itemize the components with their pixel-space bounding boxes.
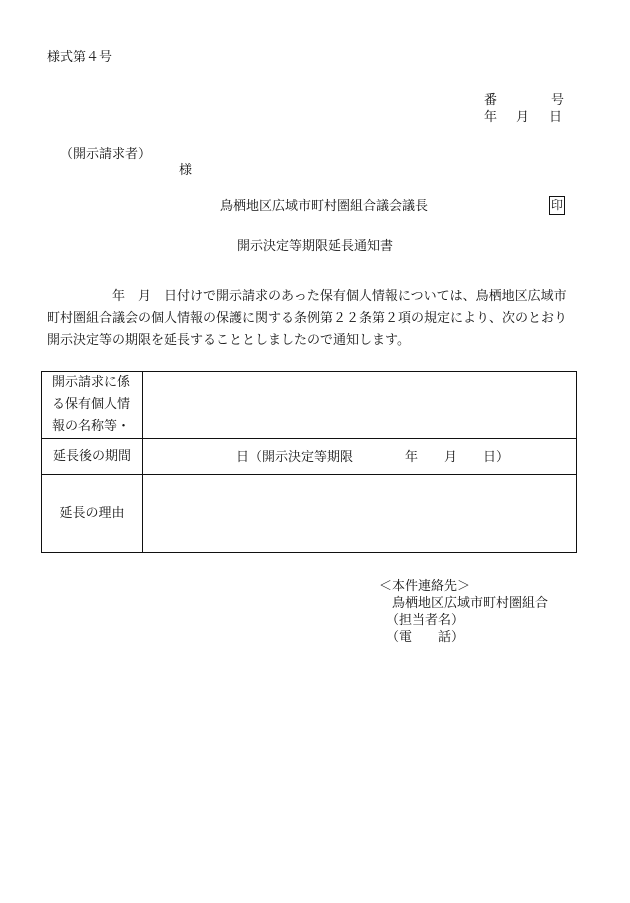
table-row [42,372,577,439]
seal-box: 印 [549,196,565,215]
extended-period-text: 日（開示決定等期限 年 月 日） [236,450,510,465]
body-paragraph [47,286,579,352]
requester-label: （開示請求者） [60,147,152,162]
document-number-prefix: 番 [484,93,498,108]
extended-period-value [143,439,577,475]
body-line-2: 町村圏組合議会の個人情報の保護に関する条例第２２条第２項の規定により、次のとおり [47,311,568,326]
document-title: 開示決定等期限延長通知書 [236,239,393,254]
date-day: 日 [549,110,563,125]
body-line-1: 年 月 日付けで開示請求のあった保有個人情報については、鳥栖地区広域市 [47,289,567,304]
form-number: 様式第４号 [47,50,113,65]
contact-person: （担当者名） [386,613,465,628]
date-month: 月 [516,110,530,125]
info-name-label [42,372,143,439]
extended-period-label: 延長後の期間 [42,439,143,475]
issuer-name: 鳥栖地区広域市町村圏組合議会議長 [220,199,429,214]
document-number-suffix: 号 [551,93,565,108]
extension-table [41,371,577,553]
info-name-label-line-2: る保有個人情 [52,397,131,412]
contact-heading: ＜本件連絡先＞ [379,579,471,594]
extension-reason-value [143,475,577,553]
extension-reason-label: 延長の理由 [42,475,143,553]
date-year: 年 [484,110,498,125]
info-name-label-line-1: 開示請求に係 [52,375,131,390]
info-name-label-line-3: 報の名称等・ [52,419,131,434]
table-row [42,439,577,475]
contact-phone: （電 話） [386,630,465,645]
table-row [42,475,577,553]
body-line-3: 開示決定等の期限を延長することとしましたので通知します。 [47,333,410,348]
contact-organization: 鳥栖地区広域市町村圏組合 [392,596,549,611]
honorific: 様 [179,163,193,178]
info-name-value [143,372,577,439]
